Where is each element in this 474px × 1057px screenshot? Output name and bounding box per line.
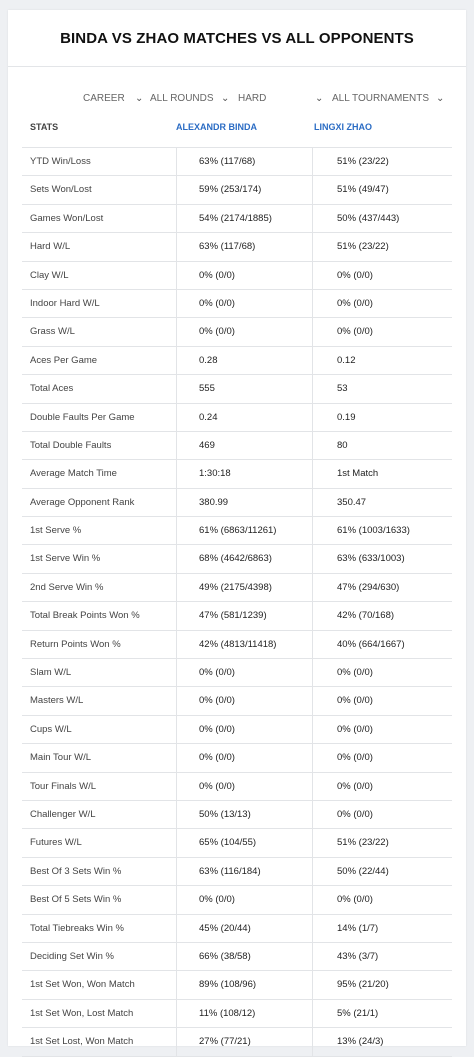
stat-label: 1st Serve Win % — [30, 553, 101, 565]
player1-stat-value: 0% (0/0) — [176, 262, 313, 289]
player2-stat-value: 63% (633/1003) — [337, 553, 405, 565]
stat-label: Average Match Time — [30, 468, 117, 480]
player1-stat-value: 49% (2175/4398) — [176, 574, 313, 601]
filter-tournaments-select[interactable] — [332, 90, 446, 106]
player2-stat-value: 50% (437/443) — [337, 212, 400, 224]
table-row — [22, 715, 452, 743]
player1-stat-value: 61% (6863/11261) — [176, 517, 313, 544]
stat-label: Cups W/L — [30, 723, 72, 735]
table-row — [22, 459, 452, 487]
table-row — [22, 1027, 452, 1056]
stat-label: Sets Won/Lost — [30, 184, 92, 196]
filter-bar — [8, 90, 466, 106]
page-title: BINDA VS ZHAO MATCHES VS ALL OPPONENTS — [8, 10, 466, 67]
player2-stat-value: 50% (22/44) — [337, 865, 389, 877]
stat-label: Total Double Faults — [30, 439, 112, 451]
player1-stat-value: 0% (0/0) — [176, 290, 313, 317]
player2-stat-value: 47% (294/630) — [337, 581, 400, 593]
player1-stat-value: 0% (0/0) — [176, 744, 313, 771]
player2-column-header[interactable]: LINGXI ZHAO — [314, 122, 372, 132]
stat-label: 1st Set Won, Won Match — [30, 979, 135, 991]
player1-stat-value: 0% (0/0) — [176, 886, 313, 913]
player2-stat-value: 95% (21/20) — [337, 979, 389, 991]
stat-label: 2nd Serve Win % — [30, 581, 104, 593]
table-row — [22, 885, 452, 913]
stat-label: Slam W/L — [30, 667, 72, 679]
table-row — [22, 800, 452, 828]
stat-label: Total Break Points Won % — [30, 610, 140, 622]
stat-label: Futures W/L — [30, 837, 82, 849]
player2-stat-value: 14% (1/7) — [337, 922, 379, 934]
stat-label: Games Won/Lost — [30, 212, 104, 224]
player1-stat-value: 63% (117/68) — [176, 233, 313, 260]
player1-stat-value: 0.24 — [176, 404, 313, 431]
player2-stat-value: 40% (664/1667) — [337, 638, 405, 650]
stat-label: Hard W/L — [30, 241, 71, 253]
stat-label: 1st Serve % — [30, 525, 82, 537]
table-row — [22, 403, 452, 431]
player2-stat-value: 51% (23/22) — [337, 156, 389, 167]
player2-stat-value: 0% (0/0) — [337, 752, 373, 764]
stat-label: Challenger W/L — [30, 808, 96, 820]
player1-stat-value: 63% (116/184) — [176, 858, 313, 885]
filter-surface-label: HARD — [238, 92, 267, 104]
table-row — [22, 204, 452, 232]
table-row — [22, 914, 452, 942]
filter-career-select[interactable] — [83, 90, 144, 106]
player2-stat-value: 0% (0/0) — [337, 326, 373, 338]
stat-label: Deciding Set Win % — [30, 950, 114, 962]
player2-stat-value: 61% (1003/1633) — [337, 525, 410, 537]
table-row — [22, 686, 452, 714]
player2-stat-value: 0% (0/0) — [337, 667, 373, 679]
player2-stat-value: 0% (0/0) — [337, 269, 373, 281]
stat-label: Average Opponent Rank — [30, 496, 135, 508]
stat-label: Double Faults Per Game — [30, 411, 135, 423]
stats-column-header: STATS — [30, 122, 59, 132]
player2-stat-value: 1st Match — [337, 468, 379, 480]
table-row — [22, 857, 452, 885]
player2-stat-value: 0% (0/0) — [337, 297, 373, 309]
player1-stat-value: 0% (0/0) — [176, 687, 313, 714]
stat-label: Total Tiebreaks Win % — [30, 922, 124, 934]
stat-label: Return Points Won % — [30, 638, 121, 650]
stat-label: 1st Set Won, Lost Match — [30, 1007, 134, 1019]
chevron-down-icon: ⌄ — [315, 92, 324, 104]
table-row — [22, 261, 452, 289]
stat-label: 1st Set Lost, Won Match — [30, 1036, 134, 1048]
table-row — [22, 374, 452, 402]
player2-stat-value: 0.19 — [337, 411, 356, 423]
player2-stat-value: 42% (70/168) — [337, 610, 395, 622]
player2-stat-value: 0% (0/0) — [337, 723, 373, 735]
player1-stat-value: 47% (581/1239) — [176, 602, 313, 629]
player2-stat-value: 51% (23/22) — [337, 837, 389, 849]
player2-stat-value: 43% (3/7) — [337, 950, 379, 962]
table-row — [22, 743, 452, 771]
table-row — [22, 289, 452, 317]
player2-stat-value: 0% (0/0) — [337, 808, 373, 820]
stat-label: Aces Per Game — [30, 354, 98, 366]
table-row — [22, 488, 452, 516]
stats-table — [22, 147, 452, 1057]
player1-stat-value: 0.28 — [176, 347, 313, 374]
table-row — [22, 232, 452, 260]
table-row — [22, 544, 452, 572]
player2-stat-value: 80 — [337, 439, 348, 451]
player1-stat-value: 59% (253/174) — [176, 176, 313, 203]
player2-stat-value: 0% (0/0) — [337, 780, 373, 792]
player1-stat-value: 66% (38/58) — [176, 943, 313, 970]
stat-label: Indoor Hard W/L — [30, 297, 100, 309]
player1-stat-value: 0% (0/0) — [176, 318, 313, 345]
chevron-down-icon: ⌄ — [221, 92, 230, 104]
chevron-down-icon: ⌄ — [436, 92, 445, 104]
table-row — [22, 942, 452, 970]
player1-stat-value: 63% (117/68) — [176, 148, 313, 175]
player1-stat-value: 45% (20/44) — [176, 915, 313, 942]
player1-stat-value: 68% (4642/6863) — [176, 545, 313, 572]
stat-label: Clay W/L — [30, 269, 69, 281]
stats-card — [8, 10, 466, 1046]
player2-stat-value: 350.47 — [337, 496, 367, 508]
table-row — [22, 999, 452, 1027]
player1-stat-value: 0% (0/0) — [176, 659, 313, 686]
stat-label: Best Of 3 Sets Win % — [30, 865, 122, 877]
stat-label: Grass W/L — [30, 326, 75, 338]
stat-label: Main Tour W/L — [30, 752, 92, 764]
player1-stat-value: 54% (2174/1885) — [176, 205, 313, 232]
player2-stat-value: 53 — [337, 383, 348, 395]
table-row — [22, 346, 452, 374]
player1-stat-value: 42% (4813/11418) — [176, 631, 313, 658]
table-row — [22, 147, 452, 175]
player2-stat-value: 0% (0/0) — [337, 894, 373, 906]
player2-stat-value: 51% (23/22) — [337, 241, 389, 253]
stat-label: Masters W/L — [30, 695, 84, 707]
table-row — [22, 658, 452, 686]
player1-stat-value: 65% (104/55) — [176, 829, 313, 856]
player1-stat-value: 11% (108/12) — [176, 1000, 313, 1027]
table-row — [22, 175, 452, 203]
stat-label: Best Of 5 Sets Win % — [30, 894, 122, 906]
player1-stat-value: 555 — [176, 375, 313, 402]
table-row — [22, 970, 452, 998]
table-row — [22, 431, 452, 459]
stat-label: Total Aces — [30, 383, 74, 395]
filter-rounds-select[interactable] — [150, 90, 228, 106]
filter-tournaments-label: ALL TOURNAMENTS — [332, 92, 430, 104]
table-row — [22, 601, 452, 629]
filter-rounds-label: ALL ROUNDS — [150, 92, 214, 104]
player1-column-header[interactable]: ALEXANDR BINDA — [176, 122, 257, 132]
filter-surface-select[interactable] — [238, 90, 322, 106]
player1-stat-value: 0% (0/0) — [176, 716, 313, 743]
player1-stat-value: 0% (0/0) — [176, 773, 313, 800]
player2-stat-value: 13% (24/3) — [337, 1036, 384, 1048]
player2-stat-value: 0.12 — [337, 354, 356, 366]
table-row — [22, 573, 452, 601]
player1-stat-value: 469 — [176, 432, 313, 459]
table-row — [22, 828, 452, 856]
filter-career-label: CAREER — [83, 92, 125, 104]
player2-stat-value: 51% (49/47) — [337, 184, 389, 196]
table-row — [22, 630, 452, 658]
table-row — [22, 317, 452, 345]
player1-stat-value: 27% (77/21) — [176, 1028, 313, 1055]
player1-stat-value: 380.99 — [176, 489, 313, 516]
player1-stat-value: 50% (13/13) — [176, 801, 313, 828]
player2-stat-value: 0% (0/0) — [337, 695, 373, 707]
table-row — [22, 772, 452, 800]
player1-stat-value: 1:30:18 — [176, 460, 313, 487]
stat-label: Tour Finals W/L — [30, 780, 96, 792]
table-row — [22, 516, 452, 544]
player2-stat-value: 5% (21/1) — [337, 1007, 379, 1019]
player1-stat-value: 89% (108/96) — [176, 971, 313, 998]
stat-label: YTD Win/Loss — [30, 156, 91, 167]
chevron-down-icon: ⌄ — [135, 92, 144, 104]
